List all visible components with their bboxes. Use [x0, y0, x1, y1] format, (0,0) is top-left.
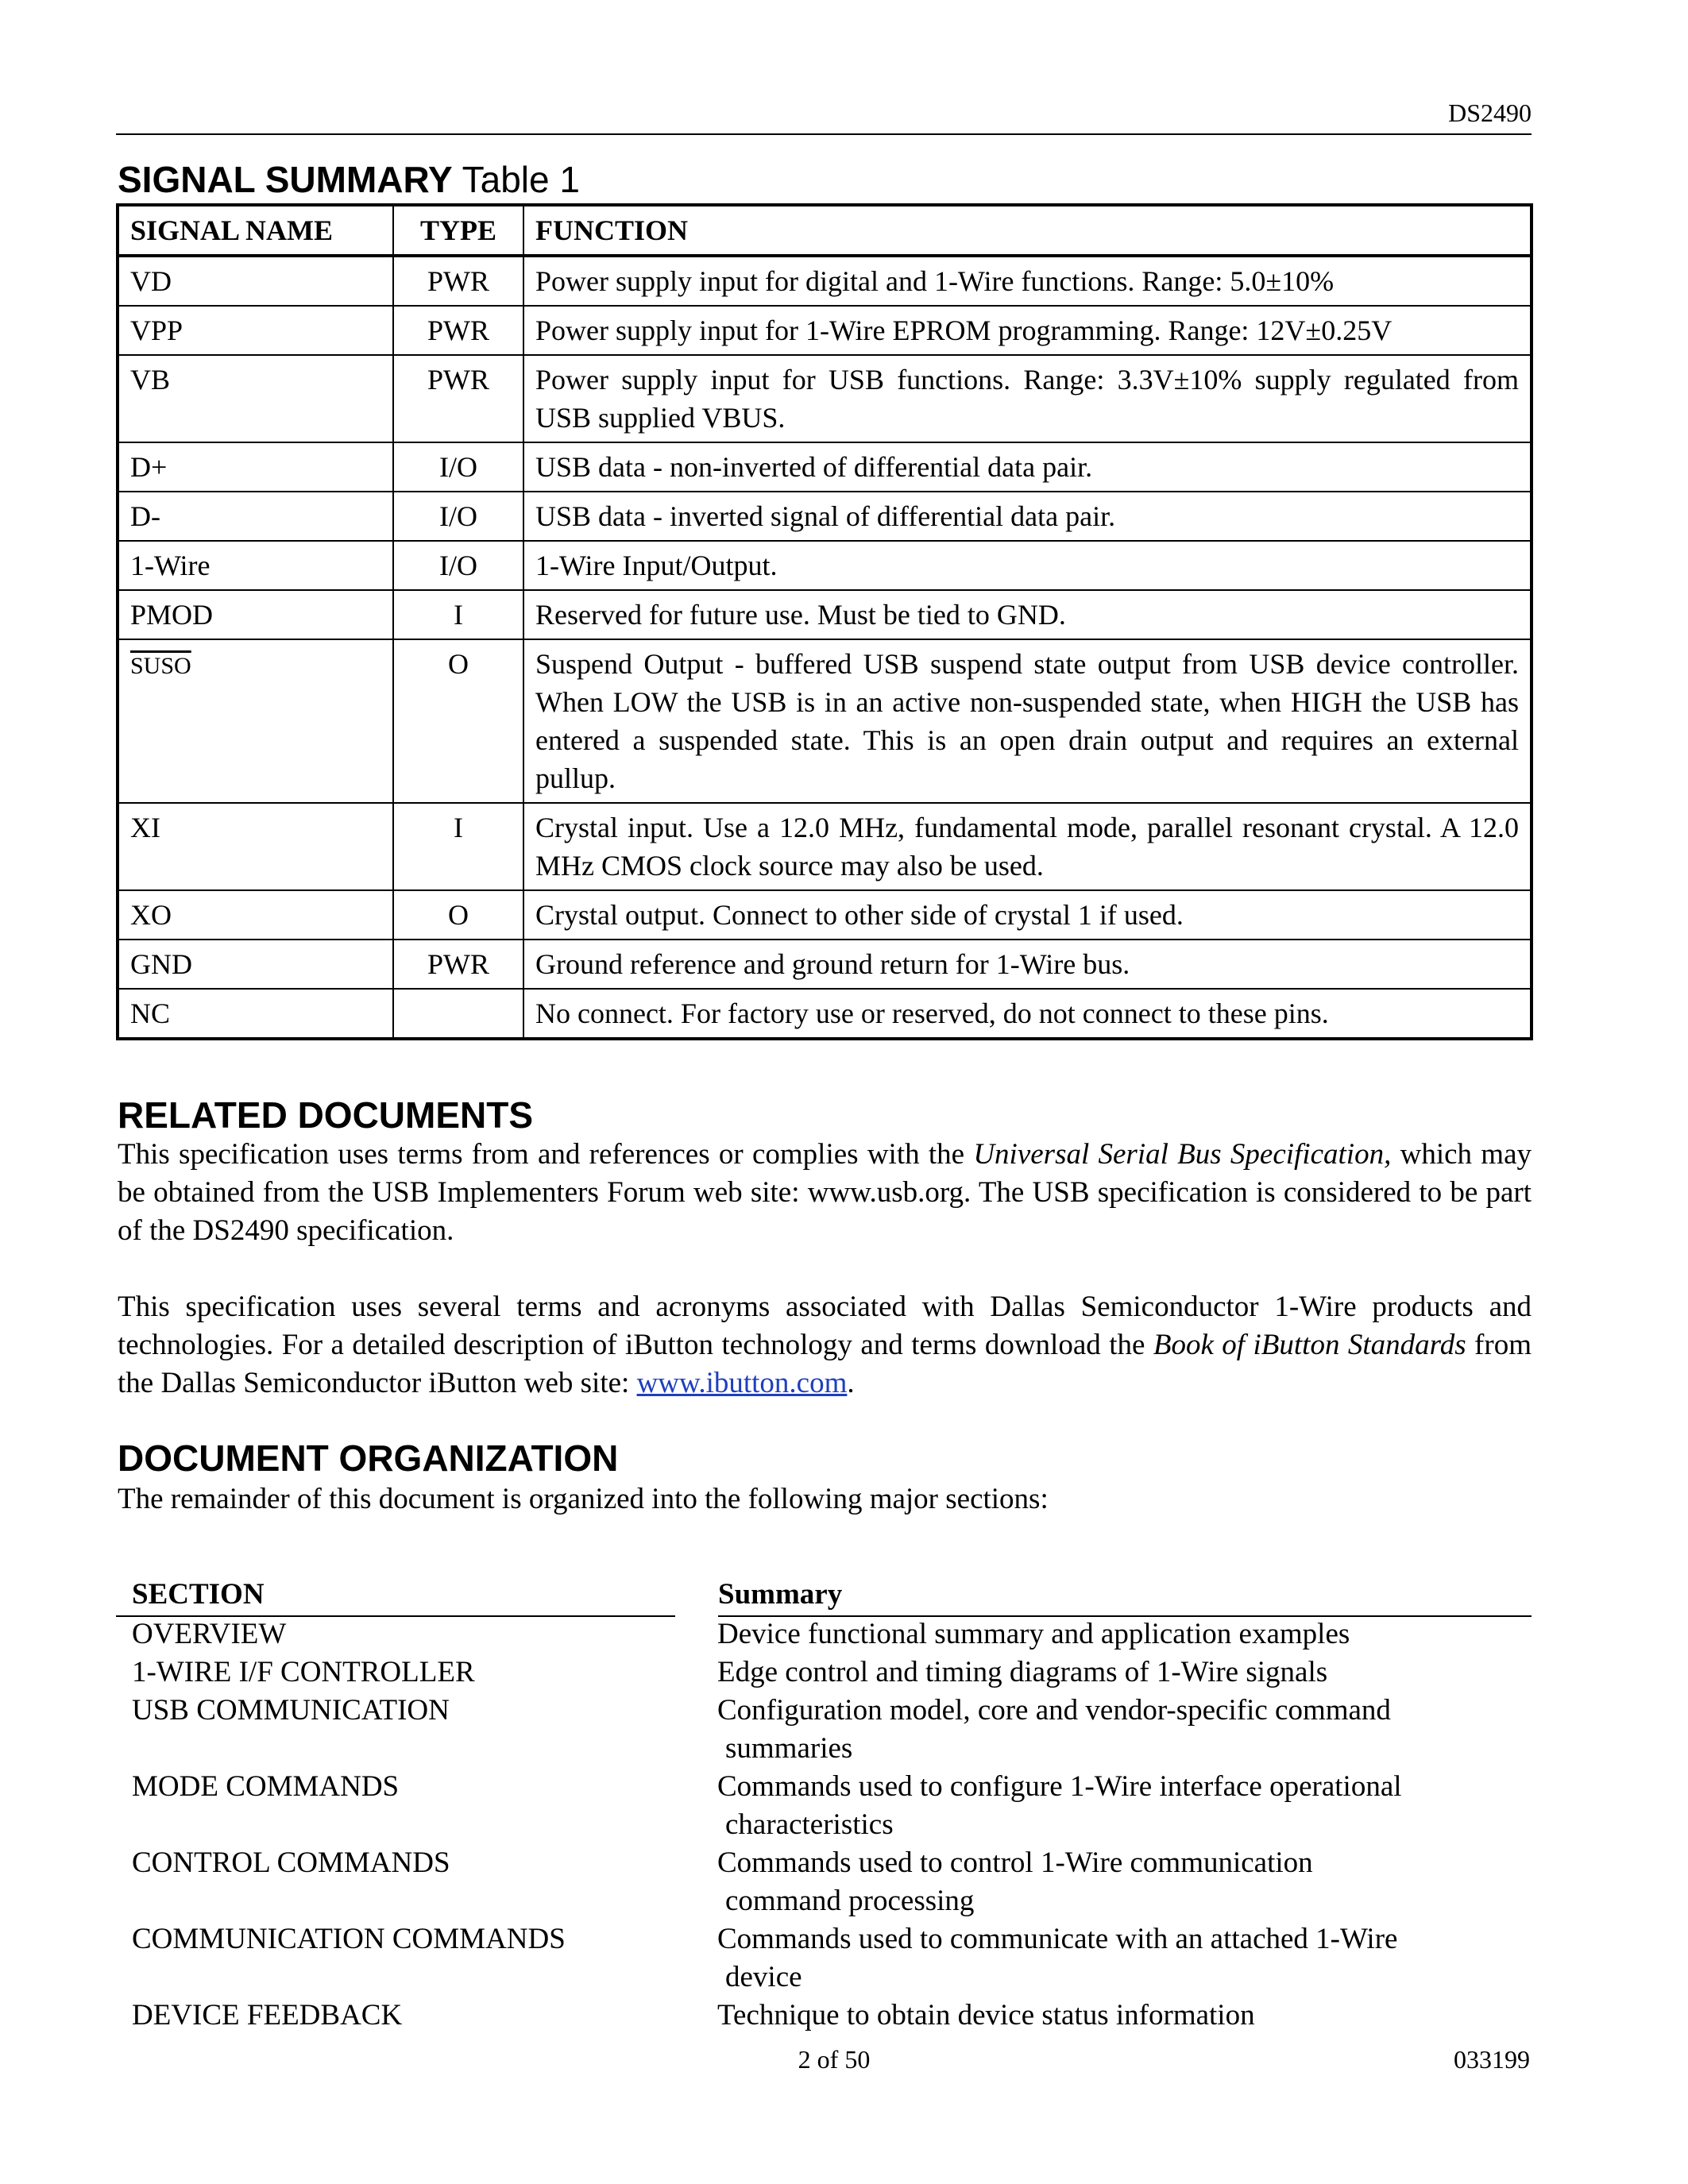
section-name: USB COMMUNICATION: [132, 1694, 450, 1727]
signal-name-suso: [118, 639, 393, 803]
section-name: 1-WIRE I/F CONTROLLER: [132, 1656, 475, 1688]
column-header-signal-name: SIGNAL NAME: [118, 205, 393, 256]
list-item: [118, 1997, 1532, 2035]
signal-type: PWR: [393, 306, 523, 355]
table-row: [118, 442, 1532, 492]
section-name: MODE COMMANDS: [132, 1770, 400, 1803]
signal-function: Crystal output. Connect to other side of crystal 1 if used.: [523, 890, 1532, 940]
signal-function: Ground reference and ground return for 1-Wire bus.: [523, 940, 1532, 989]
signal-function: 1-Wire Input/Output.: [523, 541, 1532, 590]
signal-function: Crystal input. Use a 12.0 MHz, fundamental mode, parallel resonant crystal. A 12.0 MHz CMOS clock source may also be used.: [523, 803, 1532, 890]
signal-name: PMOD: [118, 590, 393, 639]
column-header-type: TYPE: [393, 205, 523, 256]
signal-type: PWR: [393, 256, 523, 306]
signal-name: D+: [118, 442, 393, 492]
signal-name: 1-Wire: [118, 541, 393, 590]
signal-type: I: [393, 590, 523, 639]
signal-type: PWR: [393, 355, 523, 442]
signal-name: D-: [118, 492, 393, 541]
list-item: [118, 1844, 1532, 1920]
related-p2-end: .: [847, 1367, 855, 1399]
signal-type: I/O: [393, 442, 523, 492]
signal-type: I/O: [393, 492, 523, 541]
list-item: [118, 1692, 1532, 1768]
section-summary: [717, 1768, 1532, 1844]
header-rule: [116, 133, 1532, 135]
summary-text: Edge control and timing diagrams of 1-Wire signals: [717, 1656, 1328, 1688]
signal-function: Power supply input for digital and 1-Wire functions. Range: 5.0±10%: [523, 256, 1532, 306]
related-p1-italic: Universal Serial Bus Specification,: [973, 1138, 1392, 1171]
organization-column-section: SECTION: [132, 1578, 265, 1611]
section-name: OVERVIEW: [132, 1618, 287, 1650]
table-row: [118, 590, 1532, 639]
running-header-doc-id: DS2490: [1448, 98, 1532, 127]
summary-text: Commands used to control 1-Wire communication: [717, 1846, 1313, 1879]
signal-type: I: [393, 803, 523, 890]
organization-list: [118, 1615, 1532, 2035]
summary-text: Commands used to configure 1-Wire interface operational: [717, 1770, 1402, 1803]
section-name: COMMUNICATION COMMANDS: [132, 1923, 566, 1955]
signal-function: No connect. For factory use or reserved, do not connect to these pins.: [523, 989, 1532, 1039]
list-item: [118, 1768, 1532, 1844]
signal-name: VB: [118, 355, 393, 442]
summary-continuation: summaries: [725, 1732, 853, 1765]
signal-name: XO: [118, 890, 393, 940]
section-summary: [717, 1997, 1532, 2035]
summary-text: Configuration model, core and vendor-specific command: [717, 1694, 1391, 1727]
section-summary: [717, 1844, 1532, 1920]
related-p2-text-b: from the Dallas Semiconductor iButton web site:: [118, 1329, 1532, 1399]
signal-function: Power supply input for USB functions. Range: 3.3V±10% supply regulated from USB supplied VBUS.: [523, 355, 1532, 442]
signal-summary-title-bold: SIGNAL SUMMARY: [118, 159, 452, 200]
signal-type: [393, 989, 523, 1039]
section-summary: [717, 1692, 1532, 1768]
summary-text: Technique to obtain device status information: [717, 1999, 1255, 2032]
section-name: DEVICE FEEDBACK: [132, 1999, 403, 2032]
organization-column-summary: Summary: [718, 1578, 843, 1611]
signal-name: VD: [118, 256, 393, 306]
column-header-function: FUNCTION: [523, 205, 1532, 256]
list-item: [118, 1653, 1532, 1692]
summary-continuation: device: [725, 1961, 802, 1993]
signal-name: XI: [118, 803, 393, 890]
section-summary: [717, 1920, 1532, 1997]
signal-name: NC: [118, 989, 393, 1039]
table-header-row: [118, 205, 1532, 256]
signal-name: VPP: [118, 306, 393, 355]
related-p1-text-a: This specification uses terms from and references or complies with the: [118, 1138, 974, 1171]
list-item: [118, 1615, 1532, 1653]
related-p2-italic: Book of iButton Standards: [1153, 1329, 1466, 1361]
table-row: [118, 492, 1532, 541]
signal-function: Suspend Output - buffered USB suspend state output from USB device controller. When LOW the USB is in an active non-suspended state, when HIGH the USB has entered a suspended state. This is an open drain output and requires an external pullup.: [523, 639, 1532, 803]
signal-name: SUSO: [130, 653, 191, 679]
signal-function: USB data - non-inverted of differential data pair.: [523, 442, 1532, 492]
summary-continuation: command processing: [725, 1885, 975, 1917]
section-summary: [717, 1653, 1532, 1692]
signal-type: O: [393, 639, 523, 803]
table-row: [118, 355, 1532, 442]
document-organization-title: DOCUMENT ORGANIZATION: [118, 1437, 619, 1479]
related-p2-text-a: This specification uses several terms and acronyms associated with Dallas Semiconductor 1-Wire products and technologies. For a detailed description of iButton technology and terms download the: [118, 1291, 1532, 1361]
signal-function: USB data - inverted signal of differential data pair.: [523, 492, 1532, 541]
section-name: CONTROL COMMANDS: [132, 1846, 450, 1879]
signal-summary-table: [116, 203, 1533, 1040]
table-row: [118, 803, 1532, 890]
section-summary: [717, 1615, 1532, 1653]
table-row: [118, 639, 1532, 803]
table-row: [118, 256, 1532, 306]
organization-intro: The remainder of this document is organized into the following major sections:: [118, 1483, 1049, 1515]
signal-function: Reserved for future use. Must be tied to GND.: [523, 590, 1532, 639]
table-row: [118, 940, 1532, 989]
related-p1-text-b: which may be obtained from the USB Implementers Forum web site: www.usb.org. The USB specification is considered to be part of the DS2490 specification.: [118, 1138, 1532, 1247]
signal-summary-title: [118, 159, 580, 200]
table-row: [118, 306, 1532, 355]
table-row: [118, 890, 1532, 940]
table-row: [118, 541, 1532, 590]
signal-name: GND: [118, 940, 393, 989]
signal-type: I/O: [393, 541, 523, 590]
summary-text: Commands used to communicate with an attached 1-Wire: [717, 1923, 1398, 1955]
summary-text: Device functional summary and application examples: [717, 1618, 1350, 1650]
summary-continuation: characteristics: [725, 1808, 894, 1841]
ibutton-website-link[interactable]: www.ibutton.com: [636, 1367, 848, 1399]
related-paragraph-2: [118, 1288, 1532, 1403]
related-documents-title: RELATED DOCUMENTS: [118, 1094, 534, 1136]
related-paragraph-1: [118, 1136, 1532, 1250]
signal-type: PWR: [393, 940, 523, 989]
signal-summary-title-table: Table 1: [462, 159, 580, 200]
table-row: [118, 989, 1532, 1039]
list-item: [118, 1920, 1532, 1997]
signal-type: O: [393, 890, 523, 940]
document-code: 033199: [1454, 2045, 1530, 2074]
page-number: 2 of 50: [798, 2045, 871, 2074]
signal-function: Power supply input for 1-Wire EPROM programming. Range: 12V±0.25V: [523, 306, 1532, 355]
